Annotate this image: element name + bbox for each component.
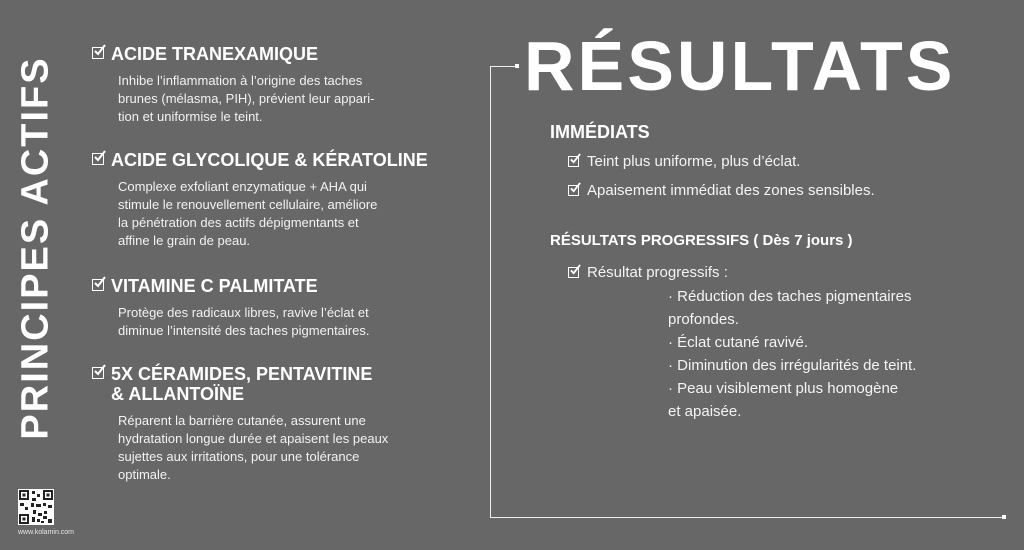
actif-title: 5X CÉRAMIDES, PENTAVITINE bbox=[111, 364, 373, 384]
progressif-bullets bbox=[668, 285, 916, 423]
side-title bbox=[0, 0, 70, 550]
checkbox-icon bbox=[568, 185, 579, 196]
actif-tranexamique bbox=[92, 44, 438, 126]
website-link[interactable]: www.kolamin.com bbox=[18, 529, 75, 536]
actif-title: ACIDE GLYCOLIQUE & KÉRATOLINE bbox=[111, 150, 428, 170]
bullet-line: · Peau visiblement plus homogène bbox=[668, 380, 899, 397]
actif-vitamine-c bbox=[92, 276, 438, 340]
immediat-item: Apaisement immédiat des zones sensibles. bbox=[568, 180, 875, 202]
actif-title-line2: & ALLANTOÏNE bbox=[111, 384, 244, 404]
results-title: RÉSULTATS bbox=[524, 27, 956, 105]
bullet-line: · Éclat cutané ravivé. bbox=[668, 334, 809, 351]
checkbox-icon bbox=[92, 153, 104, 165]
bracket-line-left bbox=[490, 66, 491, 518]
bullet-line: · Diminution des irrégularités de teint. bbox=[668, 357, 917, 374]
checkbox-icon bbox=[568, 267, 579, 278]
actif-title: VITAMINE C PALMITATE bbox=[111, 276, 318, 296]
immediat-item: Teint plus uniforme, plus d’éclat. bbox=[568, 151, 800, 173]
actif-glycolique bbox=[92, 150, 438, 250]
actif-ceramides bbox=[92, 364, 438, 484]
bracket-line-top bbox=[490, 66, 518, 67]
checkbox-icon bbox=[92, 367, 104, 379]
bracket-line-bottom bbox=[490, 517, 1005, 518]
actif-description: Complexe exfoliant enzymatique + AHA qui stimule le renouvellement cellulaire, améliore la pénétration des actifs dépigmentants et affine le grain de peau. bbox=[118, 179, 378, 248]
progressifs-title: RÉSULTATS PROGRESSIFS ( Dès 7 jours ) bbox=[550, 232, 853, 249]
bullet-line: profondes. bbox=[668, 311, 739, 328]
actif-description: Réparent la barrière cutanée, assurent une hydratation longue durée et apaisent les peaux sujettes aux irritations, pour une tolérance optimale. bbox=[118, 413, 389, 482]
bracket-dot bbox=[515, 64, 519, 68]
immediats-title: IMMÉDIATS bbox=[550, 122, 650, 142]
bracket-dot bbox=[1002, 515, 1006, 519]
actif-title: ACIDE TRANEXAMIQUE bbox=[111, 44, 319, 64]
progressif-item: Résultat progressifs : bbox=[568, 262, 728, 284]
qr-code-icon[interactable] bbox=[18, 489, 54, 525]
checkbox-icon bbox=[568, 156, 579, 167]
actif-description: Inhibe l’inflammation à l’origine des taches brunes (mélasma, PIH), prévient leur appari- tion et uniformise le teint. bbox=[118, 73, 375, 124]
side-title-text: PRINCIPES ACTIFS bbox=[14, 56, 57, 440]
actif-description: Protège des radicaux libres, ravive l’éclat et diminue l’intensité des taches pigmentaires. bbox=[118, 305, 370, 338]
checkbox-icon bbox=[92, 279, 104, 291]
bullet-line: et apaisée. bbox=[668, 403, 742, 420]
checkbox-icon bbox=[92, 47, 104, 59]
bullet-line: · Réduction des taches pigmentaires bbox=[668, 288, 912, 305]
